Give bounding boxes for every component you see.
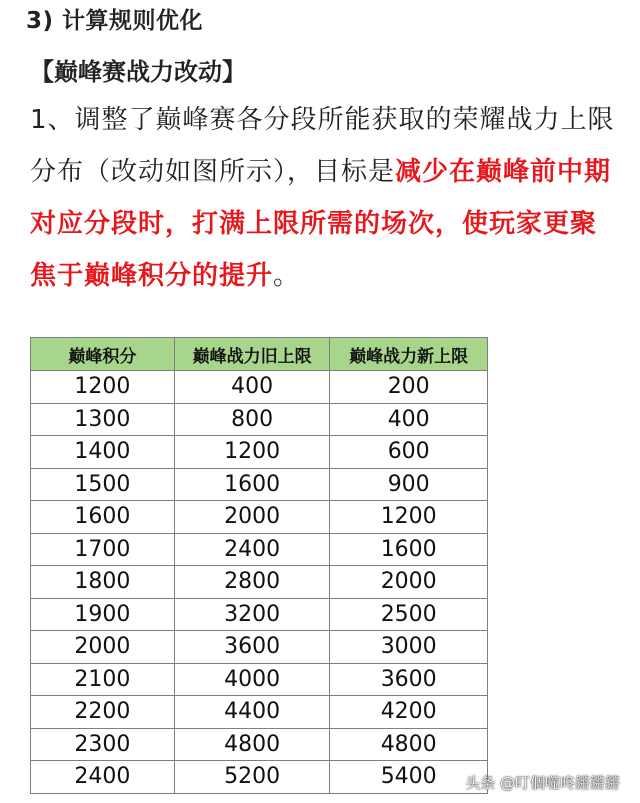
cell-new-limit: 2000: [330, 566, 488, 599]
cell-old-limit: 2800: [174, 566, 330, 599]
table-row: [31, 403, 488, 436]
cell-new-limit: 4200: [330, 696, 488, 729]
cell-old-limit: 4000: [174, 663, 330, 696]
cell-old-limit: 1200: [174, 436, 330, 469]
cell-old-limit: 4400: [174, 696, 330, 729]
cell-peak-score: 1600: [31, 501, 175, 534]
cell-old-limit: 3200: [174, 598, 330, 631]
cell-peak-score: 2200: [31, 696, 175, 729]
cell-peak-score: 2300: [31, 728, 175, 761]
paragraph: [30, 94, 618, 302]
table-row: [31, 598, 488, 631]
cell-peak-score: 2000: [31, 631, 175, 664]
cell-old-limit: 2000: [174, 501, 330, 534]
paragraph-text: 1、调整了巅峰赛各分段所能获取的荣耀战力上限分布（改动如图所示），目标是: [30, 105, 615, 187]
cell-new-limit: 3000: [330, 631, 488, 664]
cell-new-limit: 4800: [330, 728, 488, 761]
cell-new-limit: 600: [330, 436, 488, 469]
cell-peak-score: 2100: [31, 663, 175, 696]
cell-peak-score: 1400: [31, 436, 175, 469]
cell-peak-score: 1500: [31, 468, 175, 501]
table-row: [31, 663, 488, 696]
cell-new-limit: 5400: [330, 761, 488, 794]
cell-new-limit: 900: [330, 468, 488, 501]
cell-new-limit: 1600: [330, 533, 488, 566]
cell-old-limit: 400: [174, 371, 330, 404]
table-row: [31, 728, 488, 761]
power-limit-table: [30, 337, 488, 794]
table-row: [31, 566, 488, 599]
section-title: 3) 计算规则优化: [26, 8, 204, 34]
cell-old-limit: 3600: [174, 631, 330, 664]
header-peak-score: 巅峰积分: [31, 338, 175, 371]
table-header-row: [31, 338, 488, 371]
table-row: [31, 436, 488, 469]
paragraph-end: 。: [273, 261, 301, 291]
cell-peak-score: 1900: [31, 598, 175, 631]
cell-new-limit: 1200: [330, 501, 488, 534]
table-row: [31, 533, 488, 566]
cell-peak-score: 1200: [31, 371, 175, 404]
cell-old-limit: 5200: [174, 761, 330, 794]
table-row: [31, 631, 488, 664]
table-row: [31, 501, 488, 534]
cell-peak-score: 1800: [31, 566, 175, 599]
table-row: [31, 468, 488, 501]
cell-old-limit: 4800: [174, 728, 330, 761]
table-row: [31, 761, 488, 794]
watermark: 头条 @叮個噬咚鏘鏘鏘: [465, 774, 620, 792]
cell-new-limit: 3600: [330, 663, 488, 696]
table-row: [31, 696, 488, 729]
table-row: [31, 371, 488, 404]
cell-new-limit: 200: [330, 371, 488, 404]
cell-old-limit: 2400: [174, 533, 330, 566]
cell-peak-score: 2400: [31, 761, 175, 794]
header-old-limit: 巅峰战力旧上限: [174, 338, 330, 371]
cell-new-limit: 2500: [330, 598, 488, 631]
header-new-limit: 巅峰战力新上限: [330, 338, 488, 371]
cell-peak-score: 1300: [31, 403, 175, 436]
table-body: [31, 371, 488, 794]
cell-peak-score: 1700: [31, 533, 175, 566]
cell-new-limit: 400: [330, 403, 488, 436]
subtitle: 【巅峰赛战力改动】: [30, 58, 246, 86]
paragraph-highlight: 减少在巅峰前中期对应分段时，打满上限所需的场次，使玩家更聚焦于巅峰积分的提升: [30, 157, 612, 291]
cell-old-limit: 1600: [174, 468, 330, 501]
cell-old-limit: 800: [174, 403, 330, 436]
